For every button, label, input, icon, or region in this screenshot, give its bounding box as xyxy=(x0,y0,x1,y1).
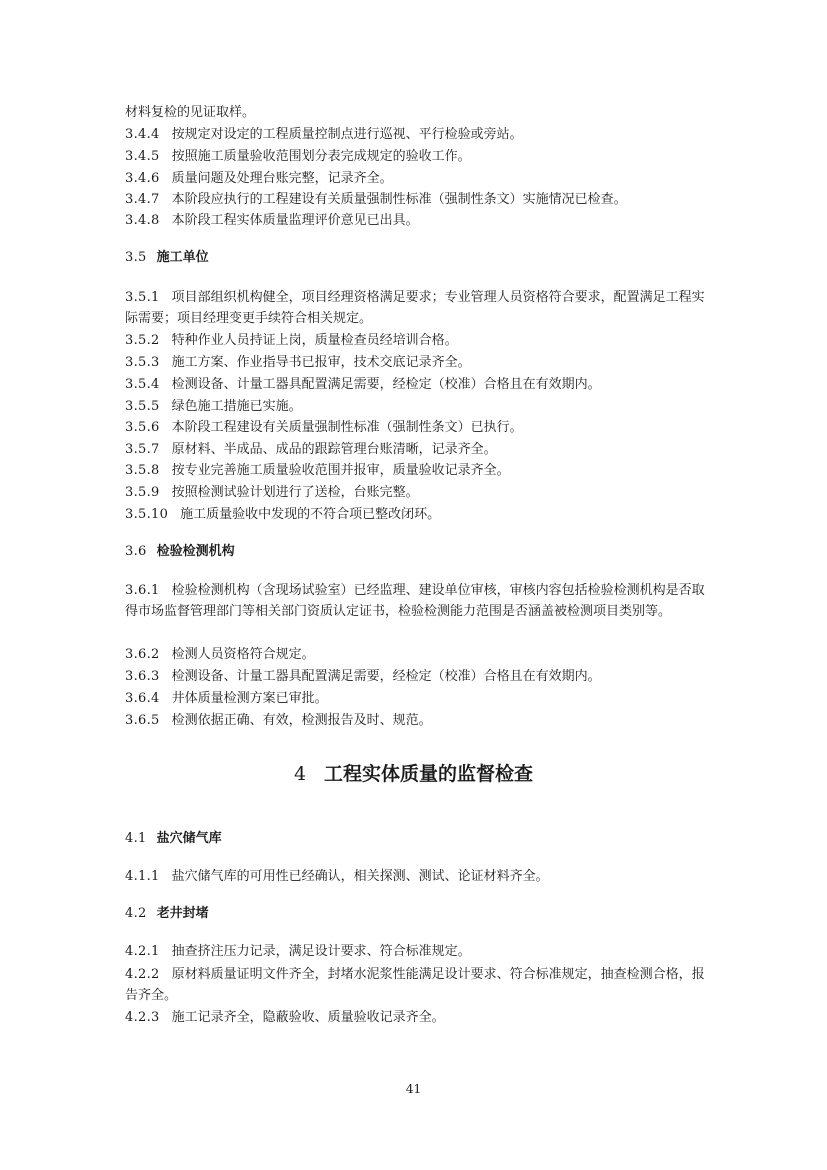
clause-3-4-8: 3.4.8 本阶段工程实体质量监理评价意见已出具。 xyxy=(125,213,419,228)
clause-3-6-3: 3.6.3 检测设备、计量工器具配置满足需要，经检定（校准）合格且在有效期内。 xyxy=(125,669,601,684)
clause-3-4-4: 3.4.4 按规定对设定的工程质量控制点进行巡视、平行检验或旁站。 xyxy=(125,127,523,142)
clause-3-4-7: 3.4.7 本阶段应执行的工程建设有关质量强制性标准（强制性条文）实施情况已检查。 xyxy=(125,192,627,207)
clause-3-5-5: 3.5.5 绿色施工措施已实施。 xyxy=(125,399,302,414)
clause-4-2-3: 4.2.3 施工记录齐全，隐蔽验收、质量验收记录齐全。 xyxy=(125,1010,445,1025)
clause-3-5-7: 3.5.7 原材料、半成品、成品的跟踪管理台账清晰，记录齐全。 xyxy=(125,442,497,457)
clause-3-5-6: 3.5.6 本阶段工程建设有关质量强制性标准（强制性条文）已执行。 xyxy=(125,420,523,435)
page-number: 41 xyxy=(405,1082,422,1096)
clause-3-6-2: 3.6.2 检测人员资格符合规定。 xyxy=(125,647,315,662)
section-heading-4-2: 4.2 老井封堵 xyxy=(125,906,209,921)
paragraph-continuation: 材料复检的见证取样。 xyxy=(125,105,256,120)
clause-3-6-4: 3.6.4 井体质量检测方案已审批。 xyxy=(125,691,328,706)
clause-3-5-1: 3.5.1 项目部组织机构健全，项目经理资格满足要求；专业管理人员资格符合要求，配置满足工程实际需要；项目经理变更手续符合相关规定。 xyxy=(125,290,705,326)
clause-3-5-9: 3.5.9 按照检测试验计划进行了送检，台账完整。 xyxy=(125,485,419,500)
chapter-title: 4 工程实体质量的监督检查 xyxy=(293,763,534,785)
clause-3-5-10: 3.5.10 施工质量验收中发现的不符合项已整改闭环。 xyxy=(125,507,441,522)
clause-3-4-6: 3.4.6 质量问题及处理台账完整，记录齐全。 xyxy=(125,171,393,186)
clause-4-2-1: 4.2.1 抽查挤注压力记录，满足设计要求、符合标准规定。 xyxy=(125,944,471,959)
clause-3-5-4: 3.5.4 检测设备、计量工器具配置满足需要，经检定（校准）合格且在有效期内。 xyxy=(125,377,601,392)
clause-3-5-8: 3.5.8 按专业完善施工质量验收范围并报审，质量验收记录齐全。 xyxy=(125,463,510,478)
clause-4-1-1: 4.1.1 盐穴储气库的可用性已经确认，相关探测、测试、论证材料齐全。 xyxy=(125,869,549,884)
clause-3-4-5: 3.4.5 按照施工质量验收范围划分表完成规定的验收工作。 xyxy=(125,149,471,164)
section-heading-3-6: 3.6 检验检测机构 xyxy=(125,544,235,559)
section-heading-3-5: 3.5 施工单位 xyxy=(125,250,209,265)
clause-4-2-2: 4.2.2 原材料质量证明文件齐全，封堵水泥浆性能满足设计要求、符合标准规定，抽查检测合格，报告齐全。 xyxy=(125,967,705,1003)
clause-3-6-5: 3.6.5 检测依据正确、有效，检测报告及时、规范。 xyxy=(125,713,432,728)
clause-3-5-2: 3.5.2 特种作业人员持证上岗，质量检查员经培训合格。 xyxy=(125,333,458,348)
section-heading-4-1: 4.1 盐穴储气库 xyxy=(125,831,222,846)
clause-3-5-3: 3.5.3 施工方案、作业指导书已报审，技术交底记录齐全。 xyxy=(125,355,471,370)
clause-3-6-1: 3.6.1 检验检测机构（含现场试验室）已经监理、建设单位审核，审核内容包括检验检测机构是否取得市场监督管理部门等相关部门资质认定证书，检验检测能力范围是否涵盖被检测项目类别等。 xyxy=(125,583,705,619)
